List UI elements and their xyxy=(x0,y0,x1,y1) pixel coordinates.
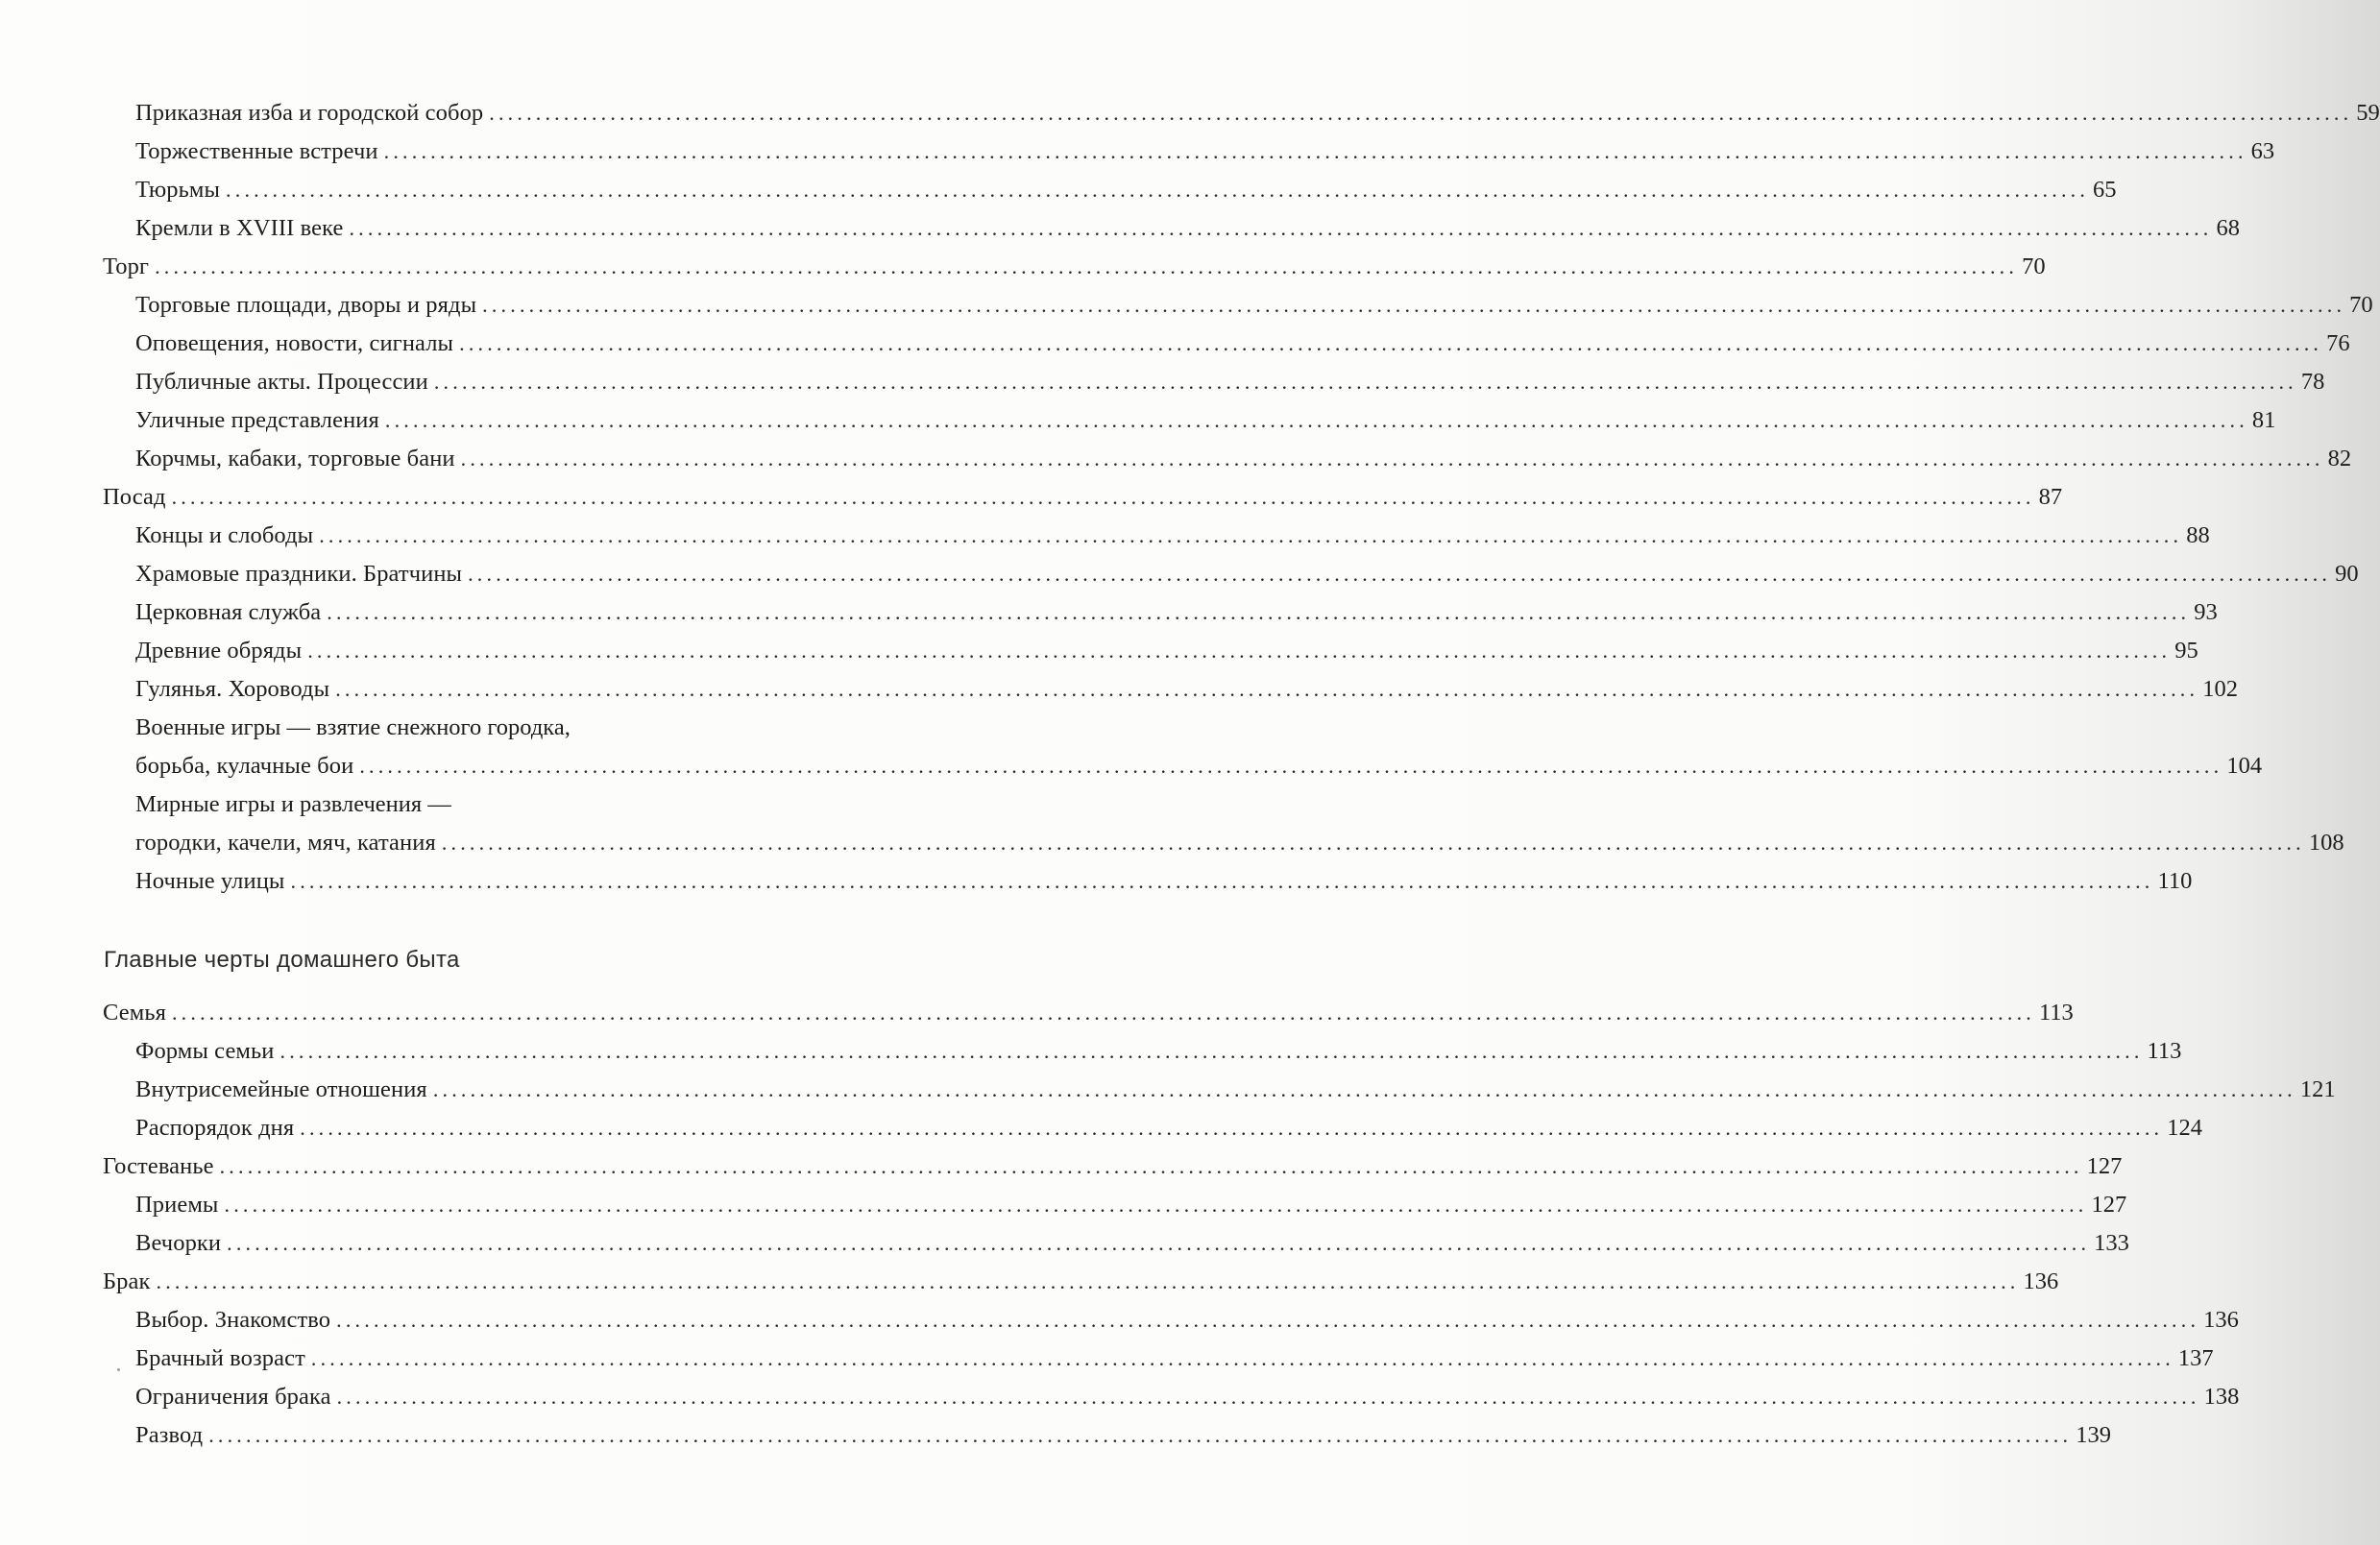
toc-dot-leader: ........................................................................................................................................................................................................ xyxy=(226,178,2090,202)
toc-entry[interactable] xyxy=(135,99,2380,128)
toc-entry[interactable] xyxy=(135,1229,2129,1258)
toc-entry[interactable] xyxy=(135,176,2117,205)
toc-entry-title: Храмовые праздники. Братчины xyxy=(135,561,463,587)
toc-entry-title: Развод xyxy=(135,1422,204,1448)
toc-entry-title: Распорядок дня xyxy=(135,1115,295,1141)
toc-entry-title: Брак xyxy=(103,1268,151,1294)
toc-entry-page: 68 xyxy=(2216,215,2240,241)
toc-entry-title: Гостеванье xyxy=(103,1153,214,1179)
toc-entry-page: 93 xyxy=(2194,599,2218,625)
toc-entry[interactable] xyxy=(135,1421,2111,1450)
toc-dot-leader: ........................................................................................................................................................................................................ xyxy=(335,677,2199,701)
toc-entry-first-line: Военные игры — взятие снежного городка, xyxy=(135,714,571,740)
toc-dot-leader: ........................................................................................................................................................................................................ xyxy=(441,831,2305,855)
toc-entry[interactable] xyxy=(135,752,2263,781)
toc-dot-leader: ........................................................................................................................................................................................................ xyxy=(156,1269,2020,1293)
toc-entry-page: 139 xyxy=(2076,1422,2111,1448)
toc-entry-title: Приказная изба и городской собор xyxy=(135,100,484,126)
toc-dot-leader: ........................................................................................................................................................................................................ xyxy=(327,600,2191,624)
toc-entry-page: 81 xyxy=(2251,407,2276,433)
paper-speck xyxy=(117,1368,120,1371)
toc-entry-page: 82 xyxy=(2327,446,2352,471)
toc-entry-title: Кремли в XVIII веке xyxy=(135,215,344,241)
toc-entry-title: Торжественные встречи xyxy=(135,138,378,164)
toc-dot-leader: ........................................................................................................................................................................................................ xyxy=(468,562,2332,586)
toc-entry-title: Корчмы, кабаки, торговые бани xyxy=(135,446,455,471)
toc-entry-page: 136 xyxy=(2203,1307,2239,1333)
toc-dot-leader: ........................................................................................................................................................................................................ xyxy=(432,1077,2296,1101)
toc-entry-page: 127 xyxy=(2091,1192,2127,1218)
toc-entry-title: Выбор. Знакомство xyxy=(135,1307,331,1333)
toc-entry-page: 113 xyxy=(2147,1038,2182,1064)
toc-entry-page: 127 xyxy=(2086,1153,2123,1179)
toc-dot-leader: ........................................................................................................................................................................................................ xyxy=(224,1193,2088,1217)
toc-entry-title: Древние обряды xyxy=(135,638,303,664)
toc-dot-leader: ........................................................................................................................................................................................................ xyxy=(482,293,2346,317)
toc-chapter[interactable] xyxy=(103,253,2046,281)
toc-entry-title: Торг xyxy=(103,253,150,279)
toc-entry[interactable] xyxy=(135,1344,2214,1373)
toc-entry-page: 138 xyxy=(2203,1384,2240,1410)
toc-entry-title: Уличные представления xyxy=(135,407,379,433)
toc-dot-leader: ........................................................................................................................................................................................................ xyxy=(319,523,2183,547)
toc-dot-leader: ........................................................................................................................................................................................................ xyxy=(336,1308,2200,1332)
toc-entry-page: 136 xyxy=(2023,1268,2059,1294)
toc-entry[interactable] xyxy=(135,521,2210,550)
toc-entry[interactable] xyxy=(135,637,2198,665)
toc-entry-title: Внутрисемейные отношения xyxy=(135,1076,427,1102)
toc-dot-leader: ........................................................................................................................................................................................................ xyxy=(359,754,2223,778)
toc-entry-page: 65 xyxy=(2093,177,2117,203)
toc-entry-title: Брачный возраст xyxy=(135,1345,305,1371)
toc-entry-page: 76 xyxy=(2326,330,2350,356)
toc-entry-page: 63 xyxy=(2250,138,2275,164)
toc-entry[interactable] xyxy=(135,1037,2182,1066)
toc-entry-page: 59 xyxy=(2356,100,2380,126)
toc-entry-title: Посад xyxy=(103,484,166,510)
toc-entry-title: Тюрьмы xyxy=(135,177,221,203)
toc-entry-page: 102 xyxy=(2202,676,2238,702)
toc-entry-page: 137 xyxy=(2177,1345,2214,1371)
toc-entry-page: 95 xyxy=(2174,638,2198,664)
toc-dot-leader: ........................................................................................................................................................................................................ xyxy=(219,1154,2083,1178)
section-heading: Главные черты домашнего быта xyxy=(104,947,460,973)
toc-entry-title: Концы и слободы xyxy=(135,522,314,548)
toc-entry[interactable] xyxy=(135,598,2218,627)
toc-entry-page: 121 xyxy=(2299,1076,2336,1102)
toc-entry-page: 104 xyxy=(2226,753,2263,779)
toc-entry-title: Приемы xyxy=(135,1192,219,1218)
toc-entry-title: Гулянья. Хороводы xyxy=(135,676,330,702)
toc-dot-leader: ........................................................................................................................................................................................................ xyxy=(433,370,2297,394)
toc-entry[interactable] xyxy=(135,1306,2239,1335)
toc-entry-title: Церковная служба xyxy=(135,599,322,625)
toc-dot-leader: ........................................................................................................................................................................................................ xyxy=(208,1423,2073,1447)
toc-dot-leader: ........................................................................................................................................................................................................ xyxy=(227,1231,2091,1255)
toc-entry[interactable] xyxy=(135,406,2276,435)
toc-dot-leader: ........................................................................................................................................................................................................ xyxy=(290,869,2154,893)
toc-chapter[interactable] xyxy=(103,999,2074,1027)
toc-entry-page: 108 xyxy=(2308,830,2344,856)
toc-dot-leader: ........................................................................................................................................................................................................ xyxy=(310,1346,2174,1370)
toc-entry-title: Торговые площади, дворы и ряды xyxy=(135,292,477,318)
toc-entry-title: Семья xyxy=(103,1000,166,1026)
toc-entry-first-line: Мирные игры и развлечения — xyxy=(135,791,451,817)
toc-entry[interactable] xyxy=(135,291,2373,320)
toc-entry[interactable] xyxy=(135,368,2325,397)
toc-entry-title: Формы семьи xyxy=(135,1038,275,1064)
toc-entry-title: борьба, кулачные бои xyxy=(135,753,354,779)
toc-dot-leader: ........................................................................................................................................................................................................ xyxy=(155,254,2019,278)
toc-chapter[interactable] xyxy=(103,483,2063,512)
toc-entry-title: Публичные акты. Процессии xyxy=(135,369,428,395)
toc-chapter[interactable] xyxy=(103,1267,2059,1296)
toc-entry-title: Ночные улицы xyxy=(135,868,285,894)
toc-entry-page: 133 xyxy=(2094,1230,2129,1256)
toc-entry-page: 78 xyxy=(2300,369,2325,395)
toc-entry[interactable] xyxy=(135,560,2359,589)
toc-dot-leader: ........................................................................................................................................................................................................ xyxy=(383,139,2247,163)
toc-entry[interactable] xyxy=(135,137,2275,166)
toc-entry[interactable] xyxy=(135,329,2350,358)
toc-entry-page: 90 xyxy=(2335,561,2359,587)
toc-dot-leader: ........................................................................................................................................................................................................ xyxy=(171,485,2035,509)
toc-entry-title: городки, качели, мяч, катания xyxy=(135,830,436,856)
toc-dot-leader: ........................................................................................................................................................................................................ xyxy=(307,639,2172,663)
toc-entry[interactable] xyxy=(135,1114,2202,1143)
toc-entry[interactable] xyxy=(135,675,2238,704)
toc-chapter[interactable] xyxy=(103,1152,2123,1181)
toc-entry-page: 110 xyxy=(2157,868,2193,894)
toc-entry-page: 87 xyxy=(2038,484,2063,510)
toc-dot-leader: ........................................................................................................................................................................................................ xyxy=(336,1385,2200,1409)
toc-dot-leader: ........................................................................................................................................................................................................ xyxy=(459,331,2323,355)
toc-dot-leader: ........................................................................................................................................................................................................ xyxy=(349,216,2213,240)
toc-entry-page: 113 xyxy=(2038,1000,2074,1026)
toc-entry[interactable] xyxy=(135,829,2344,857)
toc-dot-leader: ........................................................................................................................................................................................................ xyxy=(279,1039,2144,1063)
toc-entry-page: 88 xyxy=(2186,522,2210,548)
toc-entry[interactable] xyxy=(135,445,2352,473)
toc-entry[interactable] xyxy=(135,1383,2240,1412)
toc-entry[interactable] xyxy=(135,1075,2336,1104)
toc-dot-leader: ........................................................................................................................................................................................................ xyxy=(384,408,2248,432)
toc-entry[interactable] xyxy=(135,1191,2127,1219)
toc-entry[interactable] xyxy=(135,867,2193,896)
toc-dot-leader: ........................................................................................................................................................................................................ xyxy=(460,447,2324,471)
toc-entry-page: 70 xyxy=(2022,253,2046,279)
toc-entry-title: Ограничения брака xyxy=(135,1384,331,1410)
toc-dot-leader: ........................................................................................................................................................................................................ xyxy=(171,1001,2035,1025)
toc-entry-title: Вечорки xyxy=(135,1230,222,1256)
toc-dot-leader: ........................................................................................................................................................................................................ xyxy=(489,101,2353,125)
toc-dot-leader: ........................................................................................................................................................................................................ xyxy=(300,1116,2164,1140)
toc-entry-page: 70 xyxy=(2349,292,2373,318)
toc-entry-page: 124 xyxy=(2167,1115,2202,1141)
toc-entry-title: Оповещения, новости, сигналы xyxy=(135,330,454,356)
toc-entry[interactable] xyxy=(135,214,2240,243)
